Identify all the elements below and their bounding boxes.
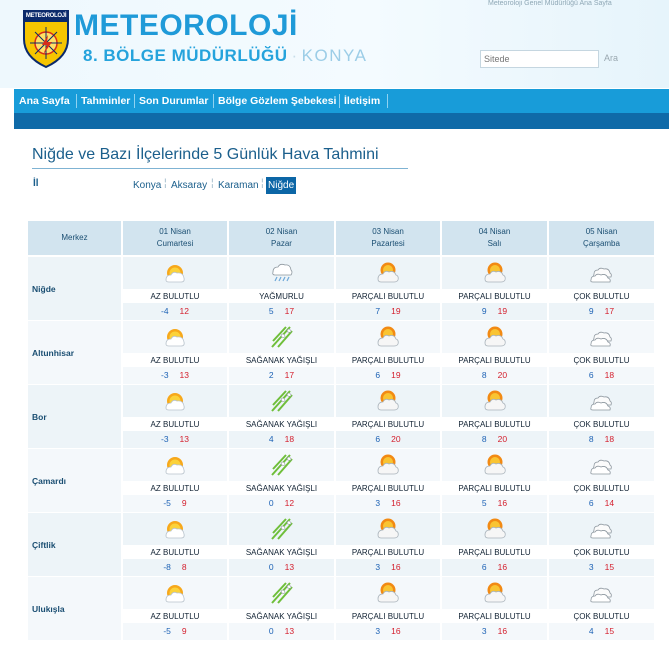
cloudy-icon <box>549 261 654 287</box>
condition-label: PARÇALI BULUTLU <box>351 612 425 621</box>
showers-icon <box>229 581 334 607</box>
cloudy-icon <box>549 581 654 607</box>
min-temp: 6 <box>375 370 381 380</box>
condition-label: ÇOK BULUTLU <box>573 420 630 429</box>
condition-label: ÇOK BULUTLU <box>573 484 630 493</box>
min-temp: 3 <box>375 626 381 636</box>
nav-sub-strip <box>14 113 669 129</box>
city-name[interactable]: Niğde <box>32 284 56 294</box>
temperature-range <box>229 370 334 380</box>
gov-home-link[interactable]: Meteoroloji Genel Müdürlüğü Ana Sayfa <box>488 0 612 7</box>
min-temp: 5 <box>268 306 274 316</box>
min-temp: 0 <box>268 498 274 508</box>
cloudy-icon <box>549 389 654 415</box>
condition-label: SAĞANAK YAĞIŞLI <box>245 420 318 429</box>
temperature-range <box>123 562 227 572</box>
day-header <box>442 221 547 255</box>
max-temp: 9 <box>181 626 187 636</box>
max-temp: 18 <box>604 370 615 380</box>
forecast-cell <box>442 577 547 640</box>
merkez-header: Merkez <box>28 221 121 255</box>
condition-label: SAĞANAK YAĞIŞLI <box>245 356 318 365</box>
condition-label: SAĞANAK YAĞIŞLI <box>245 548 318 557</box>
max-temp: 13 <box>179 370 190 380</box>
condition-label: ÇOK BULUTLU <box>573 548 630 557</box>
max-temp: 20 <box>497 370 508 380</box>
condition-label: AZ BULUTLU <box>150 356 200 365</box>
temperature-range <box>229 626 334 636</box>
merkez-cell <box>28 577 121 640</box>
partly-cloudy-sun-icon <box>123 389 227 415</box>
cloudy-icon <box>549 325 654 351</box>
max-temp: 16 <box>391 562 401 572</box>
site-header <box>0 0 669 88</box>
temperature-range <box>549 370 654 380</box>
max-temp: 15 <box>604 562 615 572</box>
forecast-cell <box>123 513 227 576</box>
showers-icon <box>229 453 334 479</box>
day-date: 04 Nisan <box>478 227 511 236</box>
min-temp: 6 <box>588 498 594 508</box>
max-temp: 16 <box>497 626 508 636</box>
temperature-range <box>336 626 440 636</box>
min-temp: 9 <box>588 306 594 316</box>
brand-title[interactable]: METEOROLOJİ <box>74 9 298 42</box>
max-temp: 20 <box>391 434 401 444</box>
max-temp: 19 <box>497 306 508 316</box>
temperature-range <box>549 498 654 508</box>
region-separator: · <box>291 46 298 65</box>
forecast-cell <box>229 321 334 384</box>
day-date: 01 Nisan <box>159 227 191 236</box>
city-name[interactable]: Çamardı <box>32 476 67 486</box>
il-label: İl <box>33 178 39 189</box>
condition-label: PARÇALI BULUTLU <box>351 292 425 301</box>
day-weekday: Salı <box>487 239 502 248</box>
max-temp: 17 <box>284 306 295 316</box>
min-temp: 3 <box>375 562 381 572</box>
condition-label: ÇOK BULUTLU <box>573 612 630 621</box>
table-row <box>28 513 654 576</box>
condition-label: PARÇALI BULUTLU <box>458 548 531 557</box>
day-header <box>123 221 227 255</box>
temperature-range <box>336 562 440 572</box>
min-temp: 3 <box>481 626 487 636</box>
day-date: 03 Nisan <box>372 227 404 236</box>
max-temp: 20 <box>497 434 508 444</box>
temperature-range <box>442 626 547 636</box>
city-name[interactable]: Ulukışla <box>32 604 65 614</box>
day-header <box>229 221 334 255</box>
partly-cloudy-icon <box>336 517 440 543</box>
partly-cloudy-sun-icon <box>123 261 227 287</box>
min-temp: 6 <box>588 370 594 380</box>
condition-label: AZ BULUTLU <box>150 484 200 493</box>
temperature-range <box>229 498 334 508</box>
partly-cloudy-sun-icon <box>123 517 227 543</box>
temperature-range <box>336 498 440 508</box>
condition-label: SAĞANAK YAĞIŞLI <box>245 612 318 621</box>
forecast-cell <box>336 385 440 448</box>
min-temp: 9 <box>481 306 487 316</box>
page-title: Niğde ve Bazı İlçelerinde 5 Günlük Hava Tahmini <box>32 146 379 163</box>
min-temp: 3 <box>375 498 381 508</box>
max-temp: 8 <box>181 562 187 572</box>
province-konya[interactable]: Konya <box>133 180 162 191</box>
temperature-range <box>442 306 547 316</box>
min-temp: 7 <box>375 306 381 316</box>
nav-son-durumlar[interactable]: Son Durumlar <box>139 95 209 107</box>
condition-label: ÇOK BULUTLU <box>573 292 630 301</box>
temperature-range <box>123 434 227 444</box>
city-name[interactable]: Çiftlik <box>32 540 56 550</box>
title-divider <box>32 168 408 169</box>
temperature-range <box>549 434 654 444</box>
partly-cloudy-icon <box>442 581 547 607</box>
day-header <box>549 221 654 255</box>
forecast-cell <box>442 513 547 576</box>
condition-label: PARÇALI BULUTLU <box>458 356 531 365</box>
forecast-cell <box>442 385 547 448</box>
min-temp: 6 <box>375 434 381 444</box>
forecast-cell <box>336 449 440 512</box>
forecast-cell <box>549 257 654 320</box>
condition-label: SAĞANAK YAĞIŞLI <box>245 484 318 493</box>
partly-cloudy-icon <box>442 389 547 415</box>
temperature-range <box>229 434 334 444</box>
max-temp: 12 <box>284 498 295 508</box>
temperature-range <box>549 626 654 636</box>
forecast-cell <box>229 577 334 640</box>
min-temp: -3 <box>160 370 169 380</box>
forecast-cell <box>442 257 547 320</box>
condition-label: AZ BULUTLU <box>150 612 200 621</box>
rain-icon <box>229 261 334 287</box>
day-date: 05 Nisan <box>585 227 618 236</box>
cloudy-icon <box>549 517 654 543</box>
max-temp: 13 <box>179 434 190 444</box>
min-temp: 0 <box>268 562 274 572</box>
province-separator: ¦ <box>211 178 214 189</box>
max-temp: 18 <box>284 434 295 444</box>
min-temp: -3 <box>160 434 169 444</box>
partly-cloudy-icon <box>442 517 547 543</box>
min-temp: 6 <box>481 562 487 572</box>
search-button[interactable]: Ara <box>604 53 619 63</box>
forecast-cell <box>229 449 334 512</box>
province-karaman[interactable]: Karaman <box>218 180 259 191</box>
merkez-cell <box>28 449 121 512</box>
forecast-cell <box>123 321 227 384</box>
partly-cloudy-icon <box>442 453 547 479</box>
min-temp: -5 <box>163 626 171 636</box>
day-weekday: Çarşamba <box>583 239 620 248</box>
forecast-cell <box>442 321 547 384</box>
min-temp: 3 <box>588 562 594 572</box>
min-temp: -8 <box>163 562 171 572</box>
showers-icon <box>229 389 334 415</box>
condition-label: PARÇALI BULUTLU <box>351 356 425 365</box>
max-temp: 19 <box>391 306 401 316</box>
min-temp: 0 <box>268 626 274 636</box>
showers-icon <box>229 325 334 351</box>
temperature-range <box>229 306 334 316</box>
partly-cloudy-icon <box>336 325 440 351</box>
temperature-range <box>123 626 227 636</box>
province-nigde[interactable]: Niğde <box>266 177 296 194</box>
table-row <box>28 321 654 384</box>
max-temp: 16 <box>391 626 401 636</box>
min-temp: 4 <box>268 434 274 444</box>
condition-label: PARÇALI BULUTLU <box>351 484 425 493</box>
max-temp: 16 <box>497 562 508 572</box>
min-temp: -5 <box>163 498 171 508</box>
merkez-cell <box>28 513 121 576</box>
forecast-cell <box>442 449 547 512</box>
max-temp: 12 <box>179 306 190 316</box>
min-temp: -4 <box>160 306 169 316</box>
search-input[interactable] <box>480 50 599 68</box>
nav-ana-sayfa[interactable]: Ana Sayfa <box>19 95 70 107</box>
condition-label: PARÇALI BULUTLU <box>458 420 531 429</box>
temperature-range <box>549 306 654 316</box>
forecast-cell <box>549 449 654 512</box>
forecast-cell <box>336 257 440 320</box>
partly-cloudy-sun-icon <box>123 453 227 479</box>
nav-separator <box>387 94 388 108</box>
nav-tahminler[interactable]: Tahminler <box>81 95 131 107</box>
condition-label: PARÇALI BULUTLU <box>351 548 425 557</box>
forecast-cell <box>336 321 440 384</box>
temperature-range <box>123 306 227 316</box>
merkez-cell <box>28 257 121 320</box>
min-temp: 2 <box>268 370 274 380</box>
partly-cloudy-icon <box>336 581 440 607</box>
max-temp: 19 <box>391 370 401 380</box>
forecast-cell <box>123 577 227 640</box>
condition-label: PARÇALI BULUTLU <box>458 612 531 621</box>
max-temp: 13 <box>284 626 295 636</box>
temperature-range <box>442 562 547 572</box>
forecast-cell <box>336 577 440 640</box>
main-nav <box>14 89 669 113</box>
day-date: 02 Nisan <box>265 227 298 236</box>
condition-label: YAĞMURLU <box>259 292 304 301</box>
forecast-cell <box>336 513 440 576</box>
forecast-cell <box>549 321 654 384</box>
condition-label: AZ BULUTLU <box>150 420 200 429</box>
province-aksaray[interactable]: Aksaray <box>171 180 208 191</box>
max-temp: 18 <box>604 434 615 444</box>
partly-cloudy-sun-icon <box>123 581 227 607</box>
temperature-range <box>442 498 547 508</box>
forecast-cell <box>229 513 334 576</box>
nav-bolge-gozlem-sebekesi[interactable]: Bölge Gözlem Şebekesi <box>218 95 337 107</box>
temperature-range <box>123 370 227 380</box>
min-temp: 5 <box>481 498 487 508</box>
forecast-cell <box>229 385 334 448</box>
forecast-cell <box>123 449 227 512</box>
condition-label: AZ BULUTLU <box>150 292 200 301</box>
condition-label: AZ BULUTLU <box>150 548 200 557</box>
nav-iletisim[interactable]: İletişim <box>344 95 381 107</box>
forecast-cell <box>123 257 227 320</box>
merkez-cell <box>28 321 121 384</box>
min-temp: 8 <box>588 434 594 444</box>
table-row <box>28 577 654 640</box>
day-header <box>336 221 440 255</box>
temperature-range <box>229 562 334 572</box>
condition-label: PARÇALI BULUTLU <box>458 484 531 493</box>
max-temp: 14 <box>604 498 615 508</box>
max-temp: 17 <box>284 370 295 380</box>
day-weekday: Pazar <box>271 239 292 248</box>
region-city: KONYA <box>301 46 368 65</box>
forecast-cell <box>549 577 654 640</box>
table-row <box>28 449 654 512</box>
region-title <box>83 46 367 66</box>
forecast-cell <box>123 385 227 448</box>
table-row <box>28 257 654 320</box>
cloudy-icon <box>549 453 654 479</box>
partly-cloudy-icon <box>442 261 547 287</box>
day-weekday: Cumartesi <box>156 239 194 248</box>
partly-cloudy-icon <box>336 453 440 479</box>
logo-text: METEOROLOJİ <box>25 13 67 19</box>
table-row <box>28 385 654 448</box>
max-temp: 17 <box>604 306 615 316</box>
max-temp: 9 <box>181 498 187 508</box>
region-name: 8. BÖLGE MÜDÜRLÜĞÜ <box>83 46 288 65</box>
max-temp: 15 <box>604 626 615 636</box>
temperature-range <box>442 434 547 444</box>
province-separator: ¦ <box>261 178 264 189</box>
city-name[interactable]: Bor <box>32 412 47 422</box>
max-temp: 16 <box>497 498 508 508</box>
day-weekday: Pazartesi <box>371 239 405 248</box>
partly-cloudy-sun-icon <box>123 325 227 351</box>
merkez-cell <box>28 385 121 448</box>
partly-cloudy-icon <box>336 389 440 415</box>
condition-label: PARÇALI BULUTLU <box>458 292 531 301</box>
min-temp: 8 <box>481 370 487 380</box>
condition-label: PARÇALI BULUTLU <box>351 420 425 429</box>
showers-icon <box>229 517 334 543</box>
max-temp: 16 <box>391 498 401 508</box>
min-temp: 4 <box>588 626 594 636</box>
temperature-range <box>336 306 440 316</box>
temperature-range <box>442 370 547 380</box>
forecast-cell <box>229 257 334 320</box>
forecast-cell <box>549 385 654 448</box>
temperature-range <box>336 434 440 444</box>
temperature-range <box>336 370 440 380</box>
max-temp: 13 <box>284 562 295 572</box>
temperature-range <box>123 498 227 508</box>
city-name[interactable]: Altunhisar <box>32 348 75 358</box>
partly-cloudy-icon <box>442 325 547 351</box>
forecast-cell <box>549 513 654 576</box>
temperature-range <box>549 562 654 572</box>
condition-label: ÇOK BULUTLU <box>573 356 630 365</box>
partly-cloudy-icon <box>336 261 440 287</box>
min-temp: 8 <box>481 434 487 444</box>
province-separator: ¦ <box>164 178 167 189</box>
